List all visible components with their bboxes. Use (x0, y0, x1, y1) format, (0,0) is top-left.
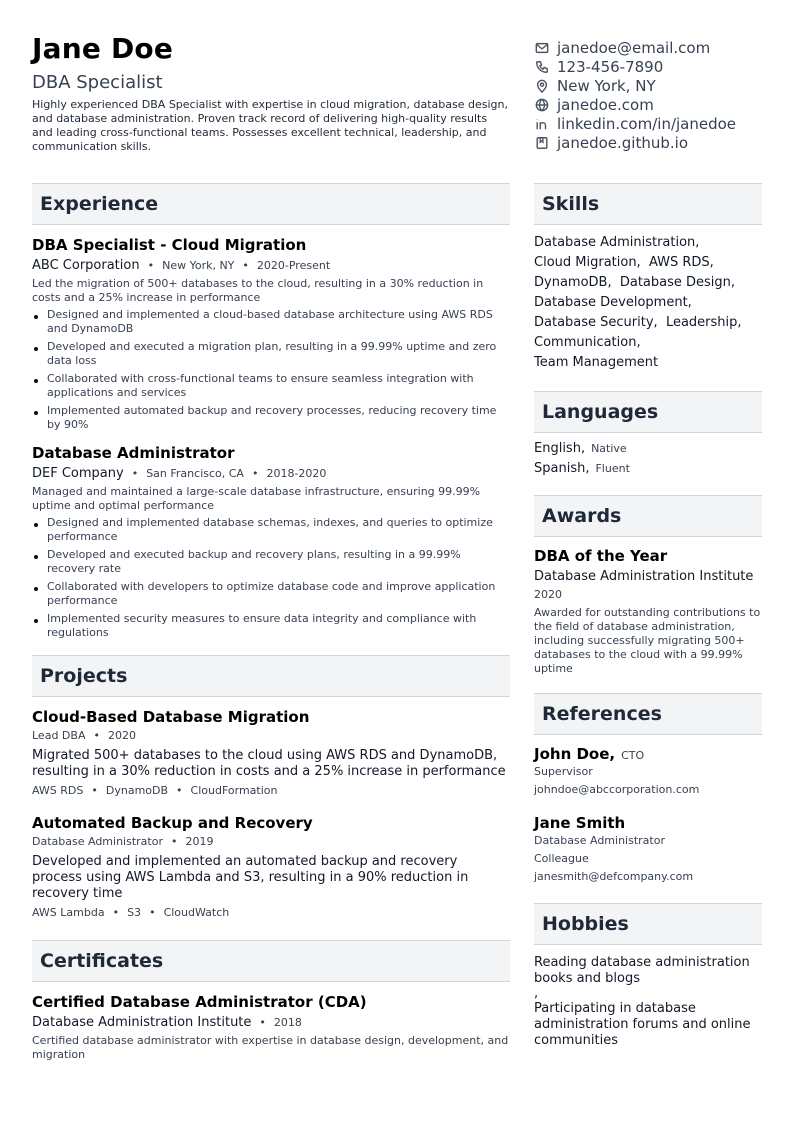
github-text: janedoe.github.io (557, 133, 689, 152)
phone-text: 123-456-7890 (557, 57, 664, 76)
job-summary: Led the migration of 500+ databases to the cloud, resulting in a 30% reduction in costs and a 25% increase in performance (32, 277, 484, 304)
certificate-description: Certified database administrator with expertise in database design, development, and migration (32, 1034, 509, 1061)
projects-heading: Projects (32, 655, 510, 697)
award-org: Database Administration Institute (534, 569, 754, 584)
project-entry (32, 708, 510, 798)
candidate-name: Jane Doe (32, 32, 174, 65)
skills-list (534, 233, 762, 373)
certificate-issuer: Database Administration Institute (32, 1015, 252, 1030)
job-location: New York, NY (162, 259, 235, 272)
contact-linkedin[interactable] (534, 114, 774, 133)
contact-list (534, 38, 774, 152)
job-meta (32, 258, 510, 274)
contact-location (534, 76, 774, 95)
separator-dot: • (259, 1016, 266, 1029)
separator-dot: • (251, 467, 259, 480)
project-year: 2020 (107, 729, 136, 742)
job-bullets (32, 308, 510, 432)
job-entry (32, 444, 510, 640)
separator-dot: • (176, 784, 183, 797)
award-title: DBA of the Year (534, 547, 668, 565)
reference-entry (534, 745, 762, 799)
list-item: Designed and implemented a cloud-based database architecture using AWS RDS and DynamoDB (32, 308, 510, 336)
reference-email[interactable]: janesmith@defcompany.com (534, 870, 694, 883)
job-company: DEF Company (32, 466, 124, 481)
hobby-item: Reading database administration books and blogs (534, 955, 750, 986)
project-role: Database Administrator (32, 835, 163, 848)
award-year: 2020 (534, 588, 562, 601)
reference-entry (534, 814, 762, 886)
language-level: Native (591, 442, 627, 455)
language-item (534, 459, 762, 479)
reference-role: Database Administrator (534, 834, 665, 847)
skill-item: DynamoDB, (534, 275, 612, 290)
languages-list (534, 439, 762, 479)
header (32, 32, 510, 154)
skill-item: Database Development, (534, 295, 692, 310)
reference-relation: Supervisor (534, 765, 593, 778)
globe-icon (534, 97, 550, 113)
certificate-year: 2018 (273, 1016, 302, 1029)
linkedin-icon (534, 116, 550, 132)
reference-email[interactable]: johndoe@abccorporation.com (534, 783, 700, 796)
project-tags (32, 906, 510, 920)
job-location: San Francisco, CA (146, 467, 244, 480)
email-text: janedoe@email.com (557, 38, 711, 57)
separator-dot: • (93, 729, 100, 742)
job-title: DBA Specialist - Cloud Migration (32, 236, 307, 254)
list-item: Implemented security measures to ensure data integrity and compliance with regulations (32, 612, 510, 640)
tag: CloudFormation (190, 784, 278, 797)
list-item: Developed and executed a migration plan, resulting in a 99.99% uptime and zero data loss (32, 340, 510, 368)
separator-dot: • (112, 906, 120, 919)
languages-heading: Languages (534, 391, 762, 433)
project-role: Lead DBA (32, 729, 86, 742)
tag: AWS RDS (32, 784, 84, 797)
project-meta (32, 835, 510, 849)
project-description: Migrated 500+ databases to the cloud using AWS RDS and DynamoDB, resulting in a 30% reduction in costs and a 25% increase in performance (32, 748, 506, 779)
contact-email[interactable] (534, 38, 774, 57)
job-bullets (32, 516, 510, 640)
location-text: New York, NY (557, 76, 656, 95)
hobbies-list (534, 955, 762, 1049)
website-text: janedoe.com (557, 95, 654, 114)
summary: Highly experienced DBA Specialist with expertise in cloud migration, database design, and database administration. Proven track record of delivering high-quality results and leading cross-functional teams. Possesses excellent technical, leadership, and communication skills. (32, 98, 508, 153)
candidate-title: DBA Specialist (32, 72, 163, 93)
skill-item: Team Management (534, 355, 659, 370)
tag: AWS Lambda (32, 906, 105, 919)
job-summary: Managed and maintained a large-scale database infrastructure, ensuring 99.99% uptime and optimal performance (32, 485, 481, 512)
reference-name-row (534, 745, 762, 763)
tag: S3 (127, 906, 142, 919)
phone-icon (534, 59, 550, 75)
language-name: English, (534, 441, 586, 456)
map-pin-icon (534, 78, 550, 94)
separator-dot: • (242, 259, 249, 272)
tag: DynamoDB (105, 784, 169, 797)
list-item: Designed and implemented database schemas, indexes, and queries to optimize performance (32, 516, 510, 544)
job-company: ABC Corporation (32, 258, 140, 273)
project-entry (32, 814, 510, 920)
skill-item: Leadership, (665, 315, 742, 330)
experience-heading: Experience (32, 183, 510, 225)
skill-item: Cloud Migration, (534, 255, 641, 270)
contact-phone[interactable] (534, 57, 774, 76)
separator-dot: • (170, 835, 178, 848)
language-name: Spanish, (534, 461, 590, 476)
certificates-heading: Certificates (32, 940, 510, 982)
job-entry (32, 236, 510, 432)
reference-name: Jane Smith (534, 814, 626, 832)
contact-github[interactable] (534, 133, 774, 152)
language-item (534, 439, 762, 459)
mail-icon (534, 40, 550, 56)
certificate-entry (32, 993, 510, 1062)
contact-website[interactable] (534, 95, 774, 114)
hobby-separator: , (534, 986, 539, 1001)
list-item: Collaborated with developers to optimize database code and improve application performance (32, 580, 510, 608)
skills-heading: Skills (534, 183, 762, 225)
certificate-title: Certified Database Administrator (CDA) (32, 993, 367, 1011)
certificate-meta (32, 1015, 510, 1031)
hobby-item: Participating in database administration forums and online communities (534, 1001, 751, 1048)
job-dates: 2018-2020 (266, 467, 327, 480)
award-description: Awarded for outstanding contributions to the field of database administration, including successfully migrating 500+ databases to the cloud with a 99.99% uptime (534, 606, 761, 675)
skill-item: Database Administration, (534, 235, 700, 250)
side-column (534, 183, 762, 1049)
award-entry (534, 547, 762, 676)
project-title: Cloud-Based Database Migration (32, 708, 310, 726)
skill-item: AWS RDS, (648, 255, 714, 270)
separator-dot: • (147, 259, 155, 272)
list-item: Developed and executed backup and recovery plans, resulting in a 99.99% recovery rate (32, 548, 510, 576)
project-meta (32, 729, 510, 743)
separator-dot: • (131, 467, 139, 480)
tag: CloudWatch (163, 906, 230, 919)
reference-relation: Colleague (534, 852, 589, 865)
language-level: Fluent (595, 462, 630, 475)
hobbies-heading: Hobbies (534, 903, 762, 945)
job-meta (32, 466, 510, 482)
project-year: 2019 (185, 835, 214, 848)
project-tags (32, 784, 510, 798)
list-item: Implemented automated backup and recovery processes, reducing recovery time by 90% (32, 404, 510, 432)
separator-dot: • (91, 784, 98, 797)
awards-heading: Awards (534, 495, 762, 537)
main-column (32, 183, 510, 1062)
skill-item: Database Design, (619, 275, 736, 290)
job-dates: 2020-Present (256, 259, 331, 272)
reference-name: John Doe, (534, 745, 616, 763)
bookmark-page-icon (534, 135, 550, 151)
linkedin-text: linkedin.com/in/janedoe (557, 114, 737, 133)
skill-item: Communication, (534, 335, 641, 350)
separator-dot: • (149, 906, 156, 919)
job-title: Database Administrator (32, 444, 235, 462)
reference-position: CTO (621, 749, 645, 762)
project-title: Automated Backup and Recovery (32, 814, 313, 832)
references-heading: References (534, 693, 762, 735)
list-item: Collaborated with cross-functional teams to ensure seamless integration with applications and services (32, 372, 510, 400)
skill-item: Database Security, (534, 315, 658, 330)
project-description: Developed and implemented an automated backup and recovery process using AWS Lambda and S3, resulting in a 90% reduction in recovery time (32, 854, 469, 901)
